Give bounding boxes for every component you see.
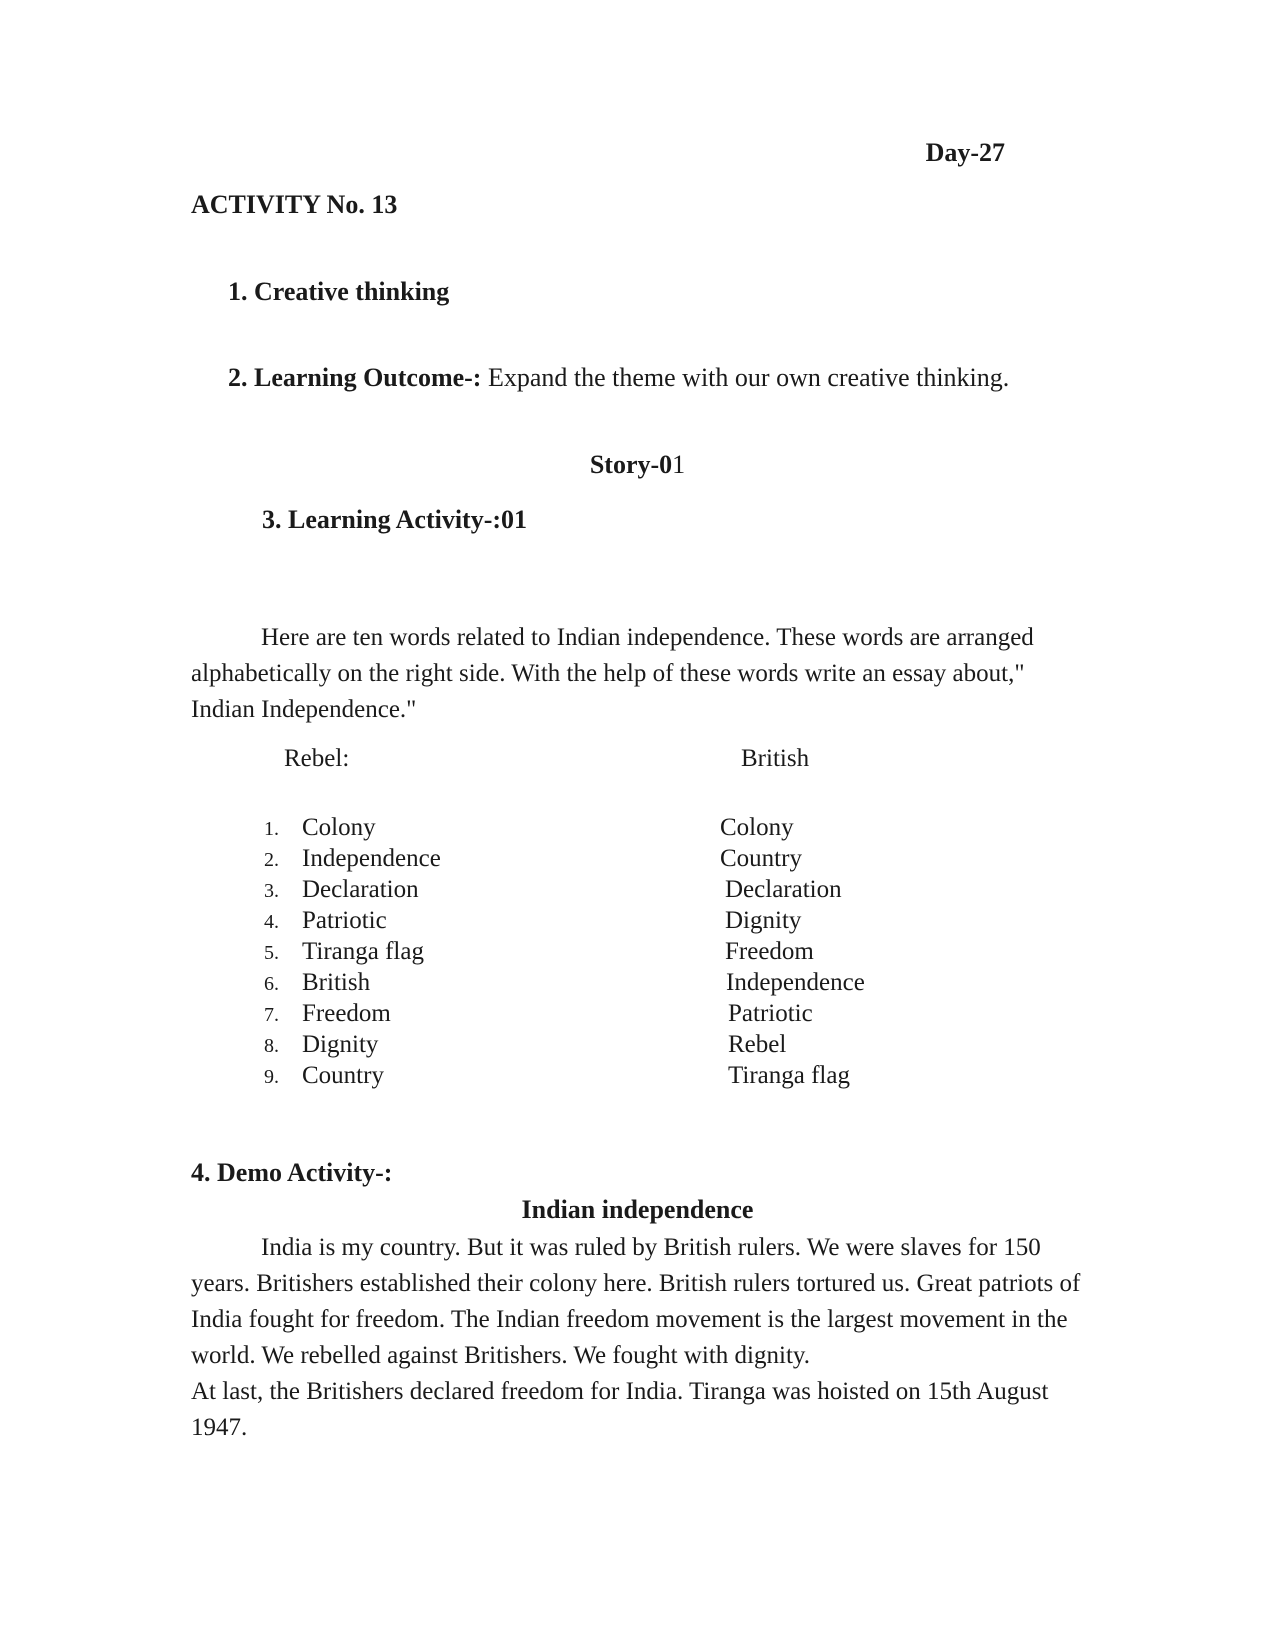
story-title-rest: 1 [672, 450, 686, 479]
list-item: Independence [726, 969, 865, 996]
rebel-word-list [264, 812, 441, 1091]
list-item: Colony [720, 814, 794, 841]
intro-paragraph: Here are ten words related to Indian independence. These words are arranged alphabetically on the right side. With the help of these words write an essay about," Indian Independence." [191, 624, 1034, 723]
list-item: 7. Freedom [264, 1000, 391, 1027]
list-item: Declaration [725, 876, 842, 903]
list-item: 4. Patriotic [264, 907, 387, 934]
list-item: Country [720, 845, 802, 872]
list-item: 8. Dignity [264, 1031, 379, 1058]
list-item: 5. Tiranga flag [264, 938, 424, 965]
learning-outcome-label: 2. Learning Outcome-: [228, 363, 482, 392]
story-title [0, 450, 1275, 480]
british-column-header: British [741, 745, 810, 772]
essay-paragraph-2: At last, the Britishers declared freedom for India. Tiranga was hoisted on 15th August 1947. [191, 1378, 1049, 1441]
british-word-list [720, 812, 865, 1091]
learning-outcome-text: Expand the theme with our own creative thinking. [481, 363, 1010, 392]
essay-title: Indian independence [521, 1195, 754, 1224]
list-item: 1. Colony [264, 814, 376, 841]
activity-title: ACTIVITY No. 13 [191, 190, 398, 219]
list-item: 2. Independence [264, 845, 441, 872]
list-item: 9. Country [264, 1062, 384, 1089]
list-item: Dignity [725, 907, 802, 934]
list-item: 3. Declaration [264, 876, 419, 903]
essay-body [191, 1230, 1091, 1446]
rebel-column-header: Rebel: [284, 745, 350, 772]
list-item: Patriotic [728, 1000, 813, 1027]
creative-thinking-heading: 1. Creative thinking [228, 277, 450, 306]
list-item: Rebel [728, 1031, 787, 1058]
list-item: 6. British [264, 969, 371, 996]
story-title-bold: Story-0 [589, 450, 673, 479]
day-label: Day-27 [925, 138, 1005, 167]
list-item: Freedom [725, 938, 814, 965]
learning-activity-heading: 3. Learning Activity-:01 [262, 505, 528, 534]
demo-activity-heading: 4. Demo Activity-: [191, 1158, 393, 1187]
essay-paragraph-1: India is my country. But it was ruled by British rulers. We were slaves for 150 years. Britishers established their colony here. British rulers tortured us. Great patriots of India fought for freedom. The Indian freedom movement is the largest movement in the world. We rebelled against Britishers. We fought with dignity. [191, 1234, 1081, 1369]
list-item: Tiranga flag [728, 1062, 850, 1089]
learning-outcome-line [228, 363, 1009, 393]
